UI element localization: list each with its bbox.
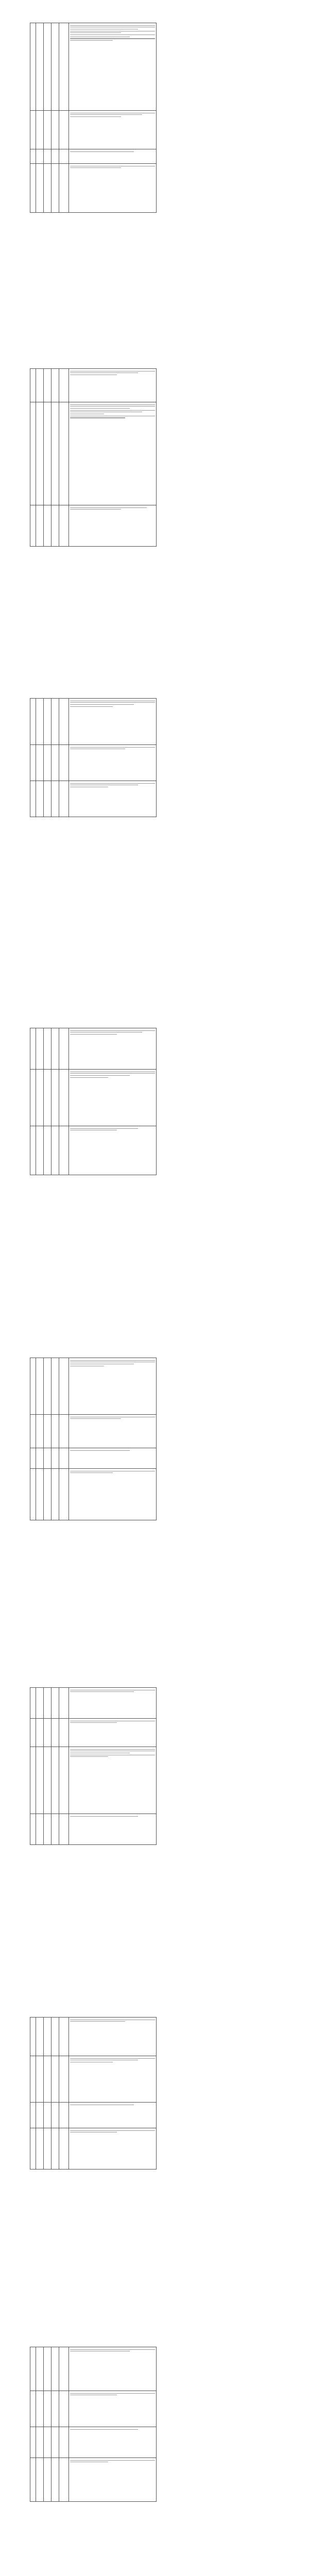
document-page-3 — [0, 670, 309, 999]
table-row — [30, 781, 157, 817]
table-page-6 — [30, 1687, 157, 1845]
table-row — [30, 402, 157, 505]
table-cell — [52, 23, 59, 111]
table-cell — [69, 23, 157, 111]
table-row — [30, 2347, 157, 2391]
table-page-2 — [30, 368, 157, 547]
table-row — [30, 1415, 157, 1448]
table-row — [30, 2018, 157, 2056]
table-cell — [30, 23, 36, 111]
table-row — [30, 2391, 157, 2427]
table-row — [30, 149, 157, 164]
table-row — [30, 1688, 157, 1719]
table-page-4 — [30, 1028, 157, 1175]
table-row — [30, 505, 157, 547]
table-row — [30, 1747, 157, 1814]
document-page-6 — [0, 1659, 309, 1989]
table-row — [30, 2128, 157, 2170]
table-row — [30, 1448, 157, 1469]
table-row — [30, 1814, 157, 1845]
table-page-8 — [30, 2347, 157, 2502]
table-row — [30, 1719, 157, 1747]
table-page-5 — [30, 1358, 157, 1520]
document-page-4 — [0, 999, 309, 1329]
table-cell — [36, 23, 44, 111]
table-page-1 — [30, 23, 157, 213]
table-row — [30, 2056, 157, 2103]
table-row — [30, 2427, 157, 2458]
table-cell — [59, 23, 69, 111]
table-row — [30, 164, 157, 213]
table-page-7 — [30, 2017, 157, 2170]
document-page-5 — [0, 1329, 309, 1659]
document-page-8 — [0, 2318, 309, 2576]
table-page-3 — [30, 698, 157, 817]
table-row — [30, 111, 157, 149]
table-row — [30, 1358, 157, 1415]
table-row — [30, 2103, 157, 2128]
table-row — [30, 1070, 157, 1126]
table-row — [30, 1469, 157, 1520]
table-row — [30, 1028, 157, 1070]
table-row — [30, 699, 157, 745]
table-row — [30, 2458, 157, 2502]
table-row — [30, 23, 157, 111]
table-row — [30, 369, 157, 402]
table-row — [30, 745, 157, 781]
table-cell — [44, 23, 52, 111]
table-row — [30, 1126, 157, 1175]
document-page-2 — [0, 340, 309, 670]
document-page-7 — [0, 1989, 309, 2318]
document-page-1 — [0, 0, 309, 340]
